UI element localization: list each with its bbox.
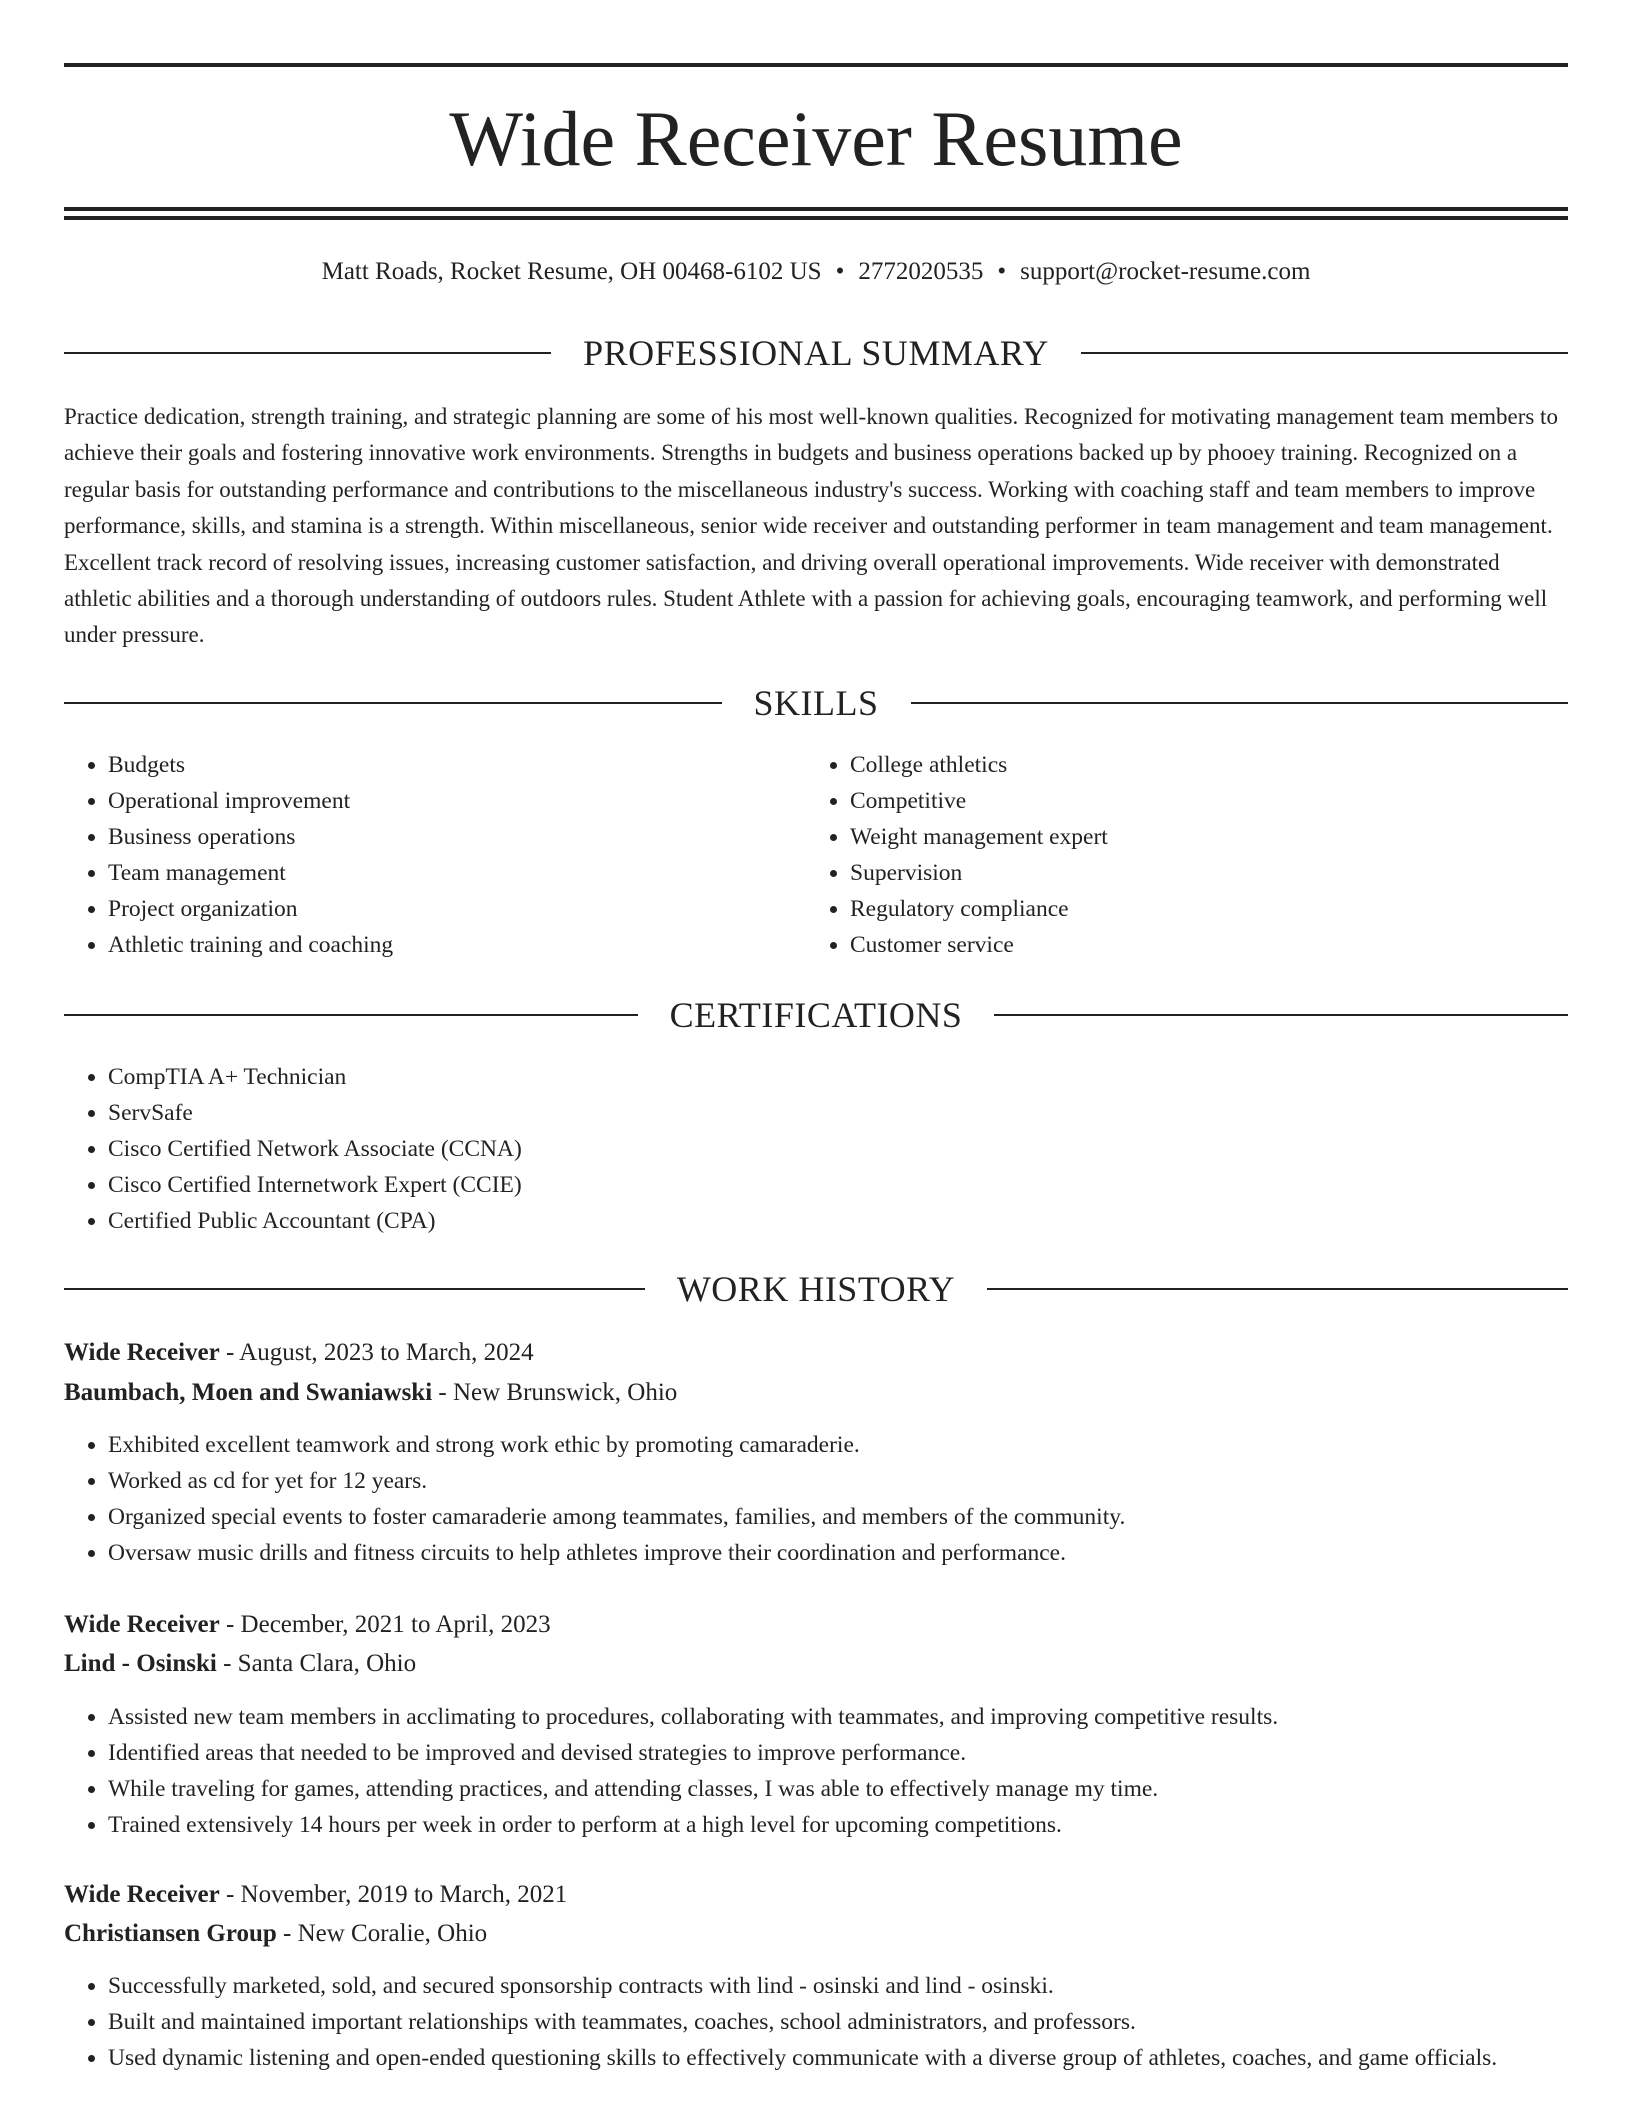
job-duties-list [64, 1968, 1568, 2076]
skills-list-right [806, 747, 1566, 963]
certification-item: • Certified Public Accountant (CPA) [108, 1203, 1568, 1239]
job-company: Christiansen Group [64, 1920, 277, 1947]
job-title: Wide Receiver [64, 1881, 220, 1908]
job-duties-list [64, 1427, 1568, 1571]
skill-item: • College athletics [850, 747, 1566, 783]
certifications-heading [64, 993, 1568, 1037]
heading-rule [987, 1288, 1568, 1290]
job-duties [64, 1968, 1568, 2076]
duty-item: • Oversaw music drills and fitness circuits to help athletes improve their coordination and performance. [108, 1535, 1568, 1571]
skills-list-left [64, 747, 804, 963]
job-title-line [64, 1876, 1568, 1914]
duty-item: • Trained extensively 14 hours per week in order to perform at a high level for upcoming competitions. [108, 1807, 1568, 1843]
contact-phone: 2772020535 [858, 258, 984, 285]
duty-item: • Worked as cd for yet for 12 years. [108, 1463, 1568, 1499]
skill-item: • Operational improvement [108, 783, 804, 819]
job-duties-list [64, 1699, 1568, 1843]
job-location: - Santa Clara, Ohio [216, 1650, 417, 1677]
job-company: Lind - Osinski [64, 1650, 217, 1677]
contact-address: Matt Roads, Rocket Resume, OH 00468-6102 US [321, 258, 822, 285]
skill-item: • Project organization [108, 891, 804, 927]
job-location: - New Brunswick, Ohio [432, 1379, 678, 1406]
summary-heading-label: PROFESSIONAL SUMMARY [583, 333, 1049, 373]
job-dates: - August, 2023 to March, 2024 [219, 1339, 534, 1366]
work-history-heading-label: WORK HISTORY [676, 1269, 956, 1309]
duty-item: • Successfully marketed, sold, and secured sponsorship contracts with lind - osinski and lind - osinski. [108, 1968, 1568, 2004]
duty-item: • Identified areas that needed to be improved and devised strategies to improve performance. [108, 1735, 1568, 1771]
job-company: Baumbach, Moen and Swaniawski [64, 1379, 433, 1406]
job-dates: - December, 2021 to April, 2023 [219, 1611, 551, 1638]
skill-item: • Supervision [850, 855, 1566, 891]
job-dates: - November, 2019 to March, 2021 [219, 1881, 568, 1908]
duty-item: • Used dynamic listening and open-ended questioning skills to effectively communicate with a diverse group of athletes, coaches, and game officials. [108, 2040, 1568, 2076]
skill-item: • Competitive [850, 783, 1566, 819]
duty-item: • Exhibited excellent teamwork and strong work ethic by promoting camaraderie. [108, 1427, 1568, 1463]
heading-rule [64, 1288, 645, 1290]
duty-item: • Organized special events to foster camaraderie among teammates, families, and members of the community. [108, 1499, 1568, 1535]
heading-rule [994, 1014, 1568, 1016]
skill-item: • Athletic training and coaching [108, 927, 804, 963]
summary-heading [64, 331, 1568, 375]
title-rule-upper [64, 207, 1568, 211]
title-rule-lower [64, 216, 1568, 220]
skill-item: • Customer service [850, 927, 1566, 963]
skills-heading-label: SKILLS [753, 683, 879, 723]
job-location: - New Coralie, Ohio [276, 1920, 488, 1947]
heading-rule [64, 1014, 638, 1016]
job-duties [64, 1427, 1568, 1571]
duty-item: • While traveling for games, attending practices, and attending classes, I was able to effectively manage my time. [108, 1771, 1568, 1807]
skill-item: • Budgets [108, 747, 804, 783]
heading-rule [1081, 352, 1568, 354]
skills-column-left [64, 747, 804, 963]
job-company-line [64, 1915, 1568, 1953]
job-company-line [64, 1645, 1568, 1683]
certifications-block [64, 1059, 1568, 1239]
duty-item: • Built and maintained important relationships with teammates, coaches, school administrators, and professors. [108, 2004, 1568, 2040]
job-title: Wide Receiver [64, 1339, 220, 1366]
skill-item: • Business operations [108, 819, 804, 855]
certification-item: • Cisco Certified Internetwork Expert (CCIE) [108, 1167, 1568, 1203]
skill-item: • Regulatory compliance [850, 891, 1566, 927]
skill-item: • Team management [108, 855, 804, 891]
skill-item: • Weight management expert [850, 819, 1566, 855]
top-rule [64, 63, 1568, 67]
certification-item: • ServSafe [108, 1095, 1568, 1131]
job-title-line [64, 1334, 1568, 1372]
certifications-heading-label: CERTIFICATIONS [669, 995, 963, 1035]
contact-email: support@rocket-resume.com [1020, 258, 1311, 285]
duty-item: • Assisted new team members in acclimating to procedures, collaborating with teammates, and improving competitive results. [108, 1699, 1568, 1735]
heading-rule [911, 702, 1569, 704]
certification-item: • Cisco Certified Network Associate (CCNA) [108, 1131, 1568, 1167]
page-title: Wide Receiver Resume [449, 95, 1183, 182]
heading-rule [64, 702, 722, 704]
work-history-heading [64, 1267, 1568, 1311]
certifications-list [64, 1059, 1568, 1239]
job-title-line [64, 1606, 1568, 1644]
summary-text: Practice dedication, strength training, and strategic planning are some of his most well-known qualities. Recognized for motivating management team members to achieve their goals and fostering innovative work environments. Strengths in budgets and business operations backed up by phooey training. Recognized on a regular basis for outstanding performance and contributions to the miscellaneous industry's success. Working with coaching staff and team members to improve performance, skills, and stamina is a strength. Within miscellaneous, senior wide receiver and outstanding performer in team management and team management. Excellent track record of resolving issues, increasing customer satisfaction, and driving overall operational improvements. Wide receiver with demonstrated athletic abilities and a thorough understanding of outdoors rules. Student Athlete with a passion for achieving goals, encouraging teamwork, and performing well under pressure. [64, 404, 1558, 648]
job-duties [64, 1699, 1568, 1843]
skills-heading [64, 681, 1568, 725]
heading-rule [64, 352, 551, 354]
contact-separator: • [835, 258, 845, 285]
contact-separator: • [997, 258, 1007, 285]
certification-item: • CompTIA A+ Technician [108, 1059, 1568, 1095]
contact-line [64, 255, 1568, 289]
job-title: Wide Receiver [64, 1611, 220, 1638]
skills-column-right [806, 747, 1566, 963]
job-company-line [64, 1374, 1568, 1412]
